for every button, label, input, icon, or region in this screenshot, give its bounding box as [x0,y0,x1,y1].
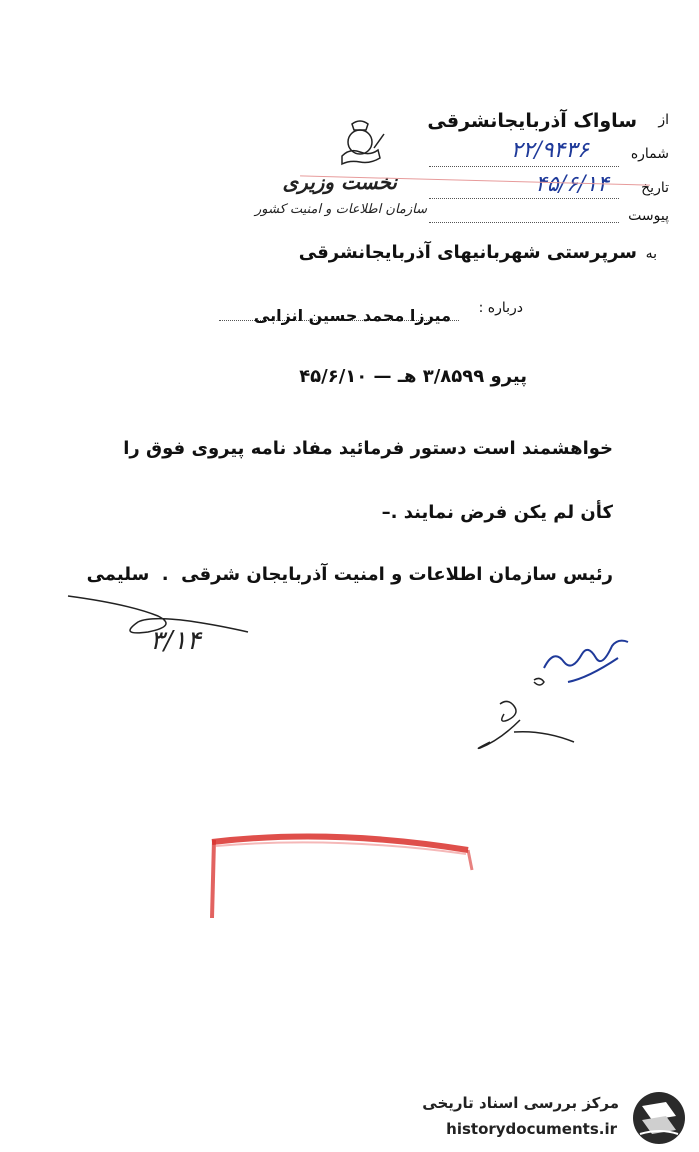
black-signature-icon [470,670,580,754]
lion-sun-emblem-icon [330,118,390,170]
number-dotted-line [429,166,619,167]
subject-value: میرزا محمد حسین انزابی [253,306,451,325]
attachment-dotted-line [429,222,619,223]
margin-note: ۳/۱۴ [150,626,201,656]
body-line-1: خواهشمند است دستور فرمائید مفاد نامه پیروی فوق را [123,438,613,459]
subject-label: درباره : [478,300,523,316]
attachment-label: پیوست [628,208,669,224]
history-documents-logo-icon [628,1090,690,1146]
from-label: از [658,112,669,128]
organization-name: سازمان اطلاعات و امنیت کشور [254,202,427,217]
signature-line: رئیس سازمان اطلاعات و امنیت آذربایجان شرقی . سلیمی [86,564,613,585]
footer-brand-fa: مرکز بررسی اسناد تاریخی [422,1094,619,1112]
footer-brand-url: historydocuments.ir [446,1120,617,1138]
reference-line: پیرو ۳/۸۵۹۹ هـ — ۴۵/۶/۱۰ [299,366,527,387]
date-dotted-line [429,198,619,199]
number-value: ۲۲/۹۴۳۶ [510,138,589,163]
date-value: ۴۵/۶/۱۴ [535,172,609,197]
ministry-name: نخست وزیری [282,170,397,194]
recipient-prefix: به [645,246,657,262]
number-label: شماره [630,146,669,162]
date-label: تاریخ [641,180,669,196]
red-stamp-icon [206,826,476,926]
from-value: ساواک آذربایجانشرقی [427,110,637,132]
recipient-value: سرپرستی شهربانیهای آذربایجانشرقی [298,242,637,263]
body-line-2: کأن لم یکن فرض نمایند .– [381,502,613,523]
